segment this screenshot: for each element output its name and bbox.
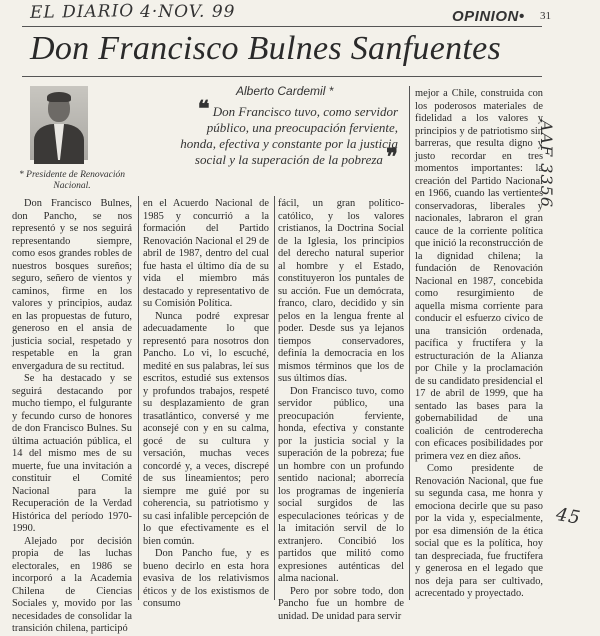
paragraph: Alejado por decisión propia de las luchas electorales, en 1986 se incorporó a la Academia Chilena de Ciencias Sociales y, movido por las necesidades de consolidar la transición chilena, participó: [12, 535, 132, 634]
paragraph: mejor a Chile, construida con los poderosos materiales de fidelidad a los valores y principios y de patriotismo sin barreras, que resulta digno y justo recordar en tres momentos importantes: la creación del Partido Nacional en 1966, cuando las vertientes conservadoras, liberales y nacionales, labraron el gran cauce de la corriente política que inició la reconstrucción de la dignidad chilena; la fundación de Renovación Nacional en 1987, concebida como resurgimiento de aquella misma corriente para conducir el esfuerzo cívico de una transición ordenada, pacífica y fructífera y la estructuración de la Alianza por Chile y la proclamación de su candidato presidencial el 17 de abril de 1999, que ha sentado las bases para la gobernabilidad de una coalición de centroderecha con eficaces posibilidades por primera vez en diez años.: [415, 88, 543, 462]
photo-caption: * Presidente de Renovación Nacional.: [19, 170, 125, 191]
handwritten-masthead-note: EL DIARIO: [29, 1, 135, 23]
headline: Don Francisco Bulnes Sanfuentes: [30, 30, 502, 67]
section-label: OPINION•: [452, 8, 525, 25]
pull-quote-text: Don Francisco tuvo, como servidor público, una preocupación ferviente, honda, efectiva y constante por la justicia social y la superación de la pobreza: [180, 104, 398, 167]
column-divider: [274, 196, 275, 600]
column-divider: [409, 86, 410, 600]
article-column-2: [143, 198, 269, 609]
headline-rule: [22, 76, 542, 77]
paragraph: Nunca podré expresar adecuadamente lo que representó para nosotros don Pancho. Lo vi, lo escuché, medité en sus palabras, leí sus escritos, estudié sus extensos y profundos trabajos, respeté su desplazamiento de gran trasatlántico, conversé y me aconsejé con y en su calma, gocé de su cultura y versación, muchas veces concordé y, a veces, discrepé de sus lineamientos; pero siempre me guié por su coherencia, su patriotismo y su casi infalible percepción de lo que efectivamente es el bien común.: [143, 310, 269, 547]
paragraph: Pero por sobre todo, don Pancho fue un hombre de unidad. De unidad para servir: [278, 585, 404, 622]
article-column-3: [278, 198, 404, 622]
paragraph: Se ha destacado y se seguirá destacando por mucho tiempo, el fulgurante y fecundo curso de honores de don Francisco Bulnes. Su última actuación pública, el 14 del mismo mes de su muerte, fue una invitación a constituir el Comité Nacional para la Recuperación de la Verdad Histórica del período 1970-1990.: [12, 373, 132, 534]
page-number: 31: [540, 10, 551, 22]
author-photo: [30, 86, 88, 160]
handwritten-corner-note: 45: [554, 503, 583, 530]
paragraph: en el Acuerdo Nacional de 1985 y concurrió a la formación del Partido Renovación Nacional el 29 de abril de 1987, dentro del cual fue hasta el último día de su vida el miembro más destacado y representativo de su Comisión Política.: [143, 198, 269, 309]
paragraph: Como presidente de Renovación Nacional, que fue su segunda casa, me honra y emociona decirle que su paso por la vida y, especialmente, por esa dimensión de la ética social que es la política, hoy tan despreciada, fue fructífera y generosa en el legado que nos deja para ser cultivado, acrecentado y proyectado.: [415, 463, 543, 599]
section-label-text: OPINION: [452, 8, 519, 25]
paragraph: Don Pancho fue, y es bueno decirlo en esta hora evasiva de los relativismos éticos y de los existismos de consumo: [143, 548, 269, 609]
pull-quote: [168, 96, 398, 169]
handwritten-margin-note: AAF 3356: [537, 120, 556, 209]
close-quote-icon: ❞: [386, 144, 398, 169]
paragraph: Don Francisco Bulnes, don Pancho, se nos representó y se nos seguirá representando siempre, como esos grandes robles de nuestros bosques sureños; seguro, señero de vientos y caminos, firme en los valores y principios, audaz en las propuestas de futuro, generoso en el ansia de justicia social, respetado y respetable en la gran envergadura de su rectitud.: [12, 198, 132, 372]
handwritten-date-note: 4·NOV. 99: [140, 2, 236, 22]
paragraph: fácil, un gran político-católico, y los valores cristianos, la Doctrina Social de la Iglesia, los principios del derecho natural superior al hombre y el Estado, constituyeron los puntales de su acción. Fue un demócrata, franco, claro, decidido y sin pelos en la lengua frente al poder. Desde sus ya lejanos tiempos conservadores, definía la democracia en los mismos términos que los de sus últimos días.: [278, 198, 404, 384]
author-byline: Alberto Cardemil *: [236, 84, 334, 98]
column-divider: [138, 196, 139, 600]
article-column-4: [415, 88, 543, 600]
top-rule: [22, 26, 542, 27]
article-column-1: [12, 198, 132, 634]
paragraph: Don Francisco tuvo, como servidor público, una preocupación ferviente, honda, efectiva y constante por la justicia social y la superación de la pobreza; fue un hombre con un profundo sentido nacional; aborrecía los programas de ingeniería social surgidos de las especulaciones teóricas y de la imitación servil de lo extranjero. Concibió los partidos que militó como expresiones auténticas del alma nacional.: [278, 385, 404, 584]
open-quote-icon: ❝: [197, 96, 210, 121]
